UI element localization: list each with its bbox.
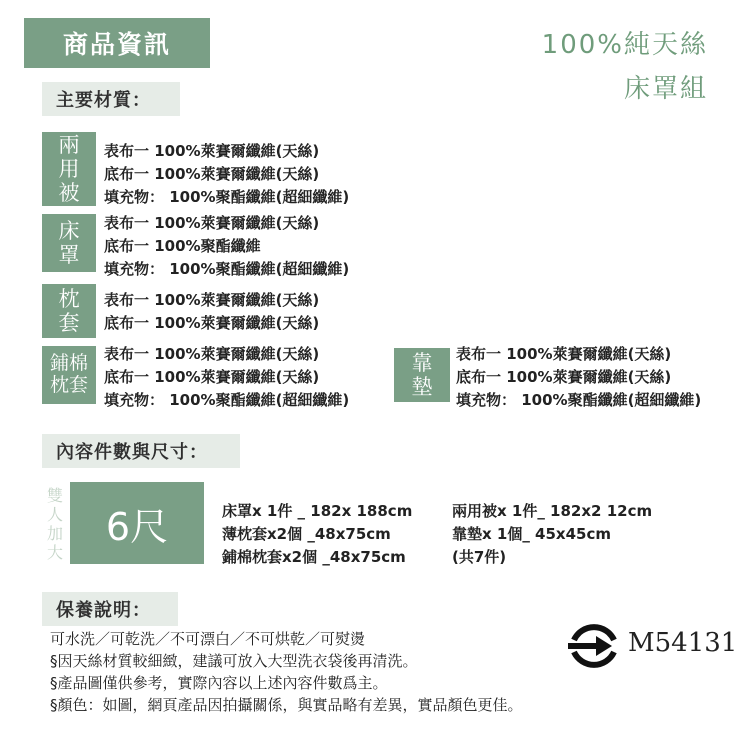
bsmi-mark-icon (566, 618, 622, 674)
material-lines-bedspread (104, 212, 349, 281)
material-lines-cushion (456, 343, 701, 412)
care-heading: 保養說明： (42, 592, 178, 626)
material-line: 表布一 100%萊賽爾纖維(天絲) (104, 345, 320, 363)
contents-line: 兩用被x 1件_ 182x2 12cm (452, 502, 653, 520)
tag-char: 鋪棉 (49, 352, 88, 375)
tag-char: 用 (58, 156, 80, 181)
tag-char: 枕 (58, 286, 80, 311)
certification-code: M54131 (628, 628, 738, 658)
size-char: 雙 (46, 486, 63, 505)
tag-char: 墊 (411, 375, 433, 399)
tag-char: 靠 (411, 350, 433, 375)
material-line: 底布一 100%萊賽爾纖維(天絲) (104, 165, 320, 183)
contents-heading: 內容件數與尺寸： (42, 434, 240, 468)
material-line: 底布一 100%聚酯纖維 (104, 237, 261, 255)
material-line: 表布一 100%萊賽爾纖維(天絲) (456, 345, 672, 363)
tag-char: 兩 (58, 132, 80, 157)
material-lines-duvet (104, 140, 349, 209)
care-line: 可水洗／可乾洗／不可漂白／不可烘乾／可熨燙 (50, 630, 366, 648)
care-line: §產品圖僅供參考，實際內容以上述內容件數爲主。 (50, 674, 388, 692)
material-line: 表布一 100%萊賽爾纖維(天絲) (104, 214, 320, 232)
size-vertical-label (44, 486, 66, 562)
contents-col2 (452, 500, 652, 569)
size-char: 人 (46, 505, 63, 524)
tag-cushion (394, 348, 450, 402)
materials-heading: 主要材質： (42, 82, 180, 116)
product-title-line2: 床罩組 (623, 74, 708, 104)
material-line: 填充物： 100%聚酯纖維(超細纖維) (456, 391, 702, 409)
material-line: 填充物： 100%聚酯纖維(超細纖維) (104, 260, 350, 278)
tag-bedspread (42, 214, 96, 272)
tag-char: 套 (58, 311, 80, 335)
care-lines (50, 628, 523, 716)
tag-pillowcase (42, 284, 96, 338)
contents-line: (共7件) (452, 548, 507, 566)
care-line: §因天絲材質較細緻，建議可放入大型洗衣袋後再清洗。 (50, 652, 418, 670)
tag-duvet (42, 132, 96, 206)
tag-padded-pillowcase (42, 346, 96, 404)
material-line: 填充物： 100%聚酯纖維(超細纖維) (104, 188, 350, 206)
contents-line: 薄枕套x2個 _48x75cm (222, 525, 391, 543)
material-lines-padded-pillowcase (104, 343, 349, 412)
tag-char: 床 (58, 218, 80, 243)
size-char: 加 (46, 524, 63, 543)
tag-char: 罩 (58, 243, 80, 267)
contents-line: 床罩x 1件 _ 182x 188cm (222, 502, 413, 520)
material-lines-pillowcase (104, 289, 319, 335)
product-title-line1: 100%純天絲 (541, 30, 708, 60)
material-line: 底布一 100%萊賽爾纖維(天絲) (456, 368, 672, 386)
size-char: 大 (46, 543, 63, 562)
material-line: 表布一 100%萊賽爾纖維(天絲) (104, 142, 320, 160)
header-label: 商品資訊 (24, 18, 210, 68)
care-line: §顏色：如圖，網頁產品因拍攝關係，與實品略有差異，實品顏色更佳。 (50, 696, 523, 714)
size-badge: 6尺 (70, 482, 204, 564)
material-line: 表布一 100%萊賽爾纖維(天絲) (104, 291, 320, 309)
contents-col1 (222, 500, 412, 569)
tag-char: 被 (58, 181, 80, 206)
material-line: 底布一 100%萊賽爾纖維(天絲) (104, 368, 320, 386)
tag-char: 枕套 (49, 374, 88, 396)
material-line: 底布一 100%萊賽爾纖維(天絲) (104, 314, 320, 332)
contents-line: 鋪棉枕套x2個 _48x75cm (222, 548, 406, 566)
contents-line: 靠墊x 1個_ 45x45cm (452, 525, 612, 543)
material-line: 填充物： 100%聚酯纖維(超細纖維) (104, 391, 350, 409)
